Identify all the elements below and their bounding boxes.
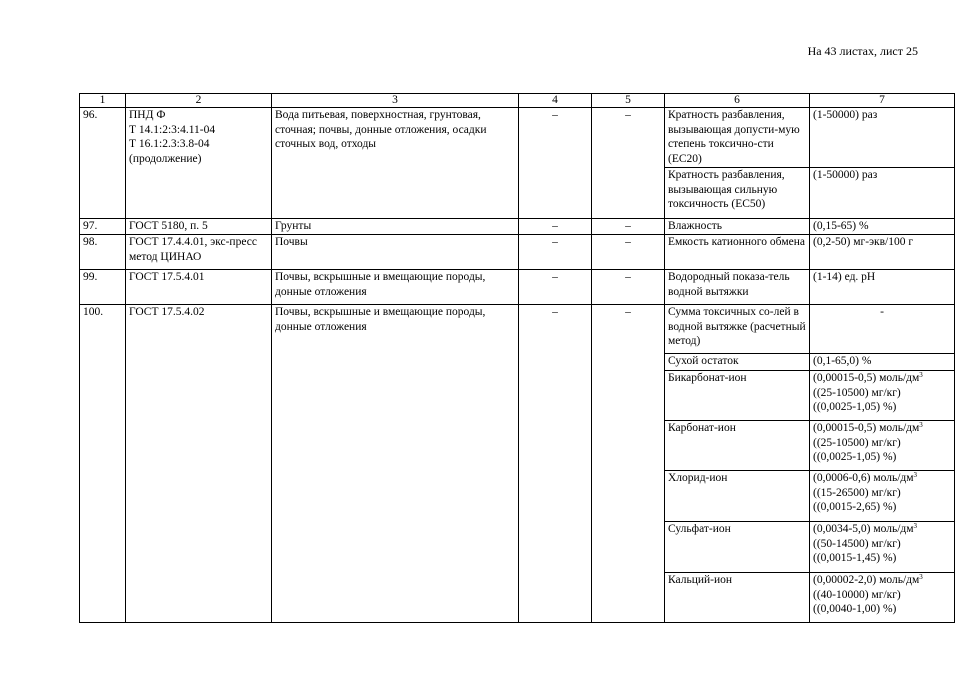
test-object: Вода питьевая, поверхностная, грунтовая, сточная; почвы, донные отложения, осадки сточных вод, отходы: [272, 108, 519, 219]
col-header: 2: [126, 94, 272, 108]
parameter-name: Сульфат-ион: [665, 522, 810, 573]
test-object: Грунты: [272, 219, 519, 235]
col4-value: –: [519, 270, 592, 305]
range-percent: ((0,0040-1,00) %): [813, 603, 897, 616]
row-number: 100.: [80, 305, 126, 623]
table-row: [80, 270, 955, 305]
col-header: 6: [665, 94, 810, 108]
range-mass: ((25-10500) мг/кг): [813, 386, 901, 399]
parameter-name: Водородный показа-тель водной вытяжки: [665, 270, 810, 305]
range-mass: ((50-14500) мг/кг): [813, 537, 901, 550]
row-number: 97.: [80, 219, 126, 235]
row-number: 96.: [80, 108, 126, 219]
superscript: 3: [919, 573, 923, 581]
test-object: Почвы, вскрышные и вмещающие породы, донные отложения: [272, 305, 519, 623]
superscript: 3: [919, 421, 923, 429]
parameter-range: -: [810, 305, 955, 354]
method-document: ГОСТ 17.5.4.02: [126, 305, 272, 623]
parameter-range: (0,15-65) %: [810, 219, 955, 235]
col-header: 5: [592, 94, 665, 108]
parameter-range: (0,2-50) мг-экв/100 г: [810, 235, 955, 270]
range-percent: ((0,0015-2,65) %): [813, 501, 897, 514]
range-molar: (0,00002-2,0) моль/дм: [813, 574, 920, 586]
parameter-range: (1-50000) раз: [810, 168, 955, 219]
superscript: 3: [919, 371, 923, 379]
range-percent: ((0,0025-1,05) %): [813, 451, 897, 464]
parameter-range: (0,1-65,0) %: [810, 354, 955, 371]
col-header: 1: [80, 94, 126, 108]
parameter-name: Кратность разбавления, вызывающая допусти-мую степень токсично-сти (ЕС20): [665, 108, 810, 168]
parameter-range: (1-50000) раз: [810, 108, 955, 168]
parameter-name: Кальций-ион: [665, 573, 810, 623]
col-header: 4: [519, 94, 592, 108]
parameter-name: Кратность разбавления, вызывающая сильную токсичность (ЕС50): [665, 168, 810, 219]
table-row: [80, 235, 955, 270]
col5-value: –: [592, 235, 665, 270]
parameter-name: Влажность: [665, 219, 810, 235]
range-percent: ((0,0025-1,05) %): [813, 401, 897, 414]
parameter-name: Бикарбонат-ион: [665, 371, 810, 421]
superscript: 3: [913, 471, 918, 479]
parameter-name: Емкость катионного обмена: [665, 235, 810, 270]
method-document: ГОСТ 5180, п. 5: [126, 219, 272, 235]
range-mass: ((25-10500) мг/кг): [813, 436, 901, 449]
range-mass: ((40-10000) мг/кг): [813, 588, 901, 601]
range-percent: ((0,0015-1,45) %): [813, 552, 897, 565]
col-header: 7: [810, 94, 955, 108]
parameter-range: [810, 573, 955, 623]
col4-value: –: [519, 305, 592, 623]
method-document: ГОСТ 17.5.4.01: [126, 270, 272, 305]
parameter-range: [810, 471, 955, 522]
test-object: Почвы, вскрышные и вмещающие породы, донные отложения: [272, 270, 519, 305]
table-row: [80, 305, 955, 354]
parameter-name: Хлорид-ион: [665, 471, 810, 522]
table-row: [80, 219, 955, 235]
parameter-range: [810, 371, 955, 421]
parameter-range: [810, 522, 955, 573]
row-number: 99.: [80, 270, 126, 305]
parameter-range: (1-14) ед. pH: [810, 270, 955, 305]
col4-value: –: [519, 219, 592, 235]
column-number-row: [80, 94, 955, 108]
parameter-name: Карбонат-ион: [665, 421, 810, 471]
method-document: ПНД Ф Т 14.1:2:3:4.11-04 Т 16.1:2.3:3.8-04 (продолжение): [126, 108, 272, 219]
range-mass: ((15-26500) мг/кг): [813, 486, 901, 499]
range-molar: (0,00015-0,5) моль/дм: [813, 422, 920, 434]
col5-value: –: [592, 305, 665, 623]
sheet-info: На 43 листах, лист 25: [807, 44, 918, 58]
range-molar: (0,0034-5,0) моль/дм: [813, 523, 914, 535]
range-molar: (0,0006-0,6) моль/дм: [813, 472, 914, 484]
range-molar: (0,00015-0,5) моль/дм: [813, 372, 920, 384]
col5-value: –: [592, 108, 665, 219]
col5-value: –: [592, 219, 665, 235]
accreditation-scope-table: [79, 93, 955, 623]
parameter-name: Сухой остаток: [665, 354, 810, 371]
method-document: ГОСТ 17.4.4.01, экс-пресс метод ЦИНАО: [126, 235, 272, 270]
parameter-range: [810, 421, 955, 471]
parameter-name: Сумма токсичных со-лей в водной вытяжке (расчетный метод): [665, 305, 810, 354]
col4-value: –: [519, 108, 592, 219]
superscript: 3: [913, 522, 918, 530]
test-object: Почвы: [272, 235, 519, 270]
col-header: 3: [272, 94, 519, 108]
row-number: 98.: [80, 235, 126, 270]
table-row: [80, 108, 955, 168]
col5-value: –: [592, 270, 665, 305]
col4-value: –: [519, 235, 592, 270]
